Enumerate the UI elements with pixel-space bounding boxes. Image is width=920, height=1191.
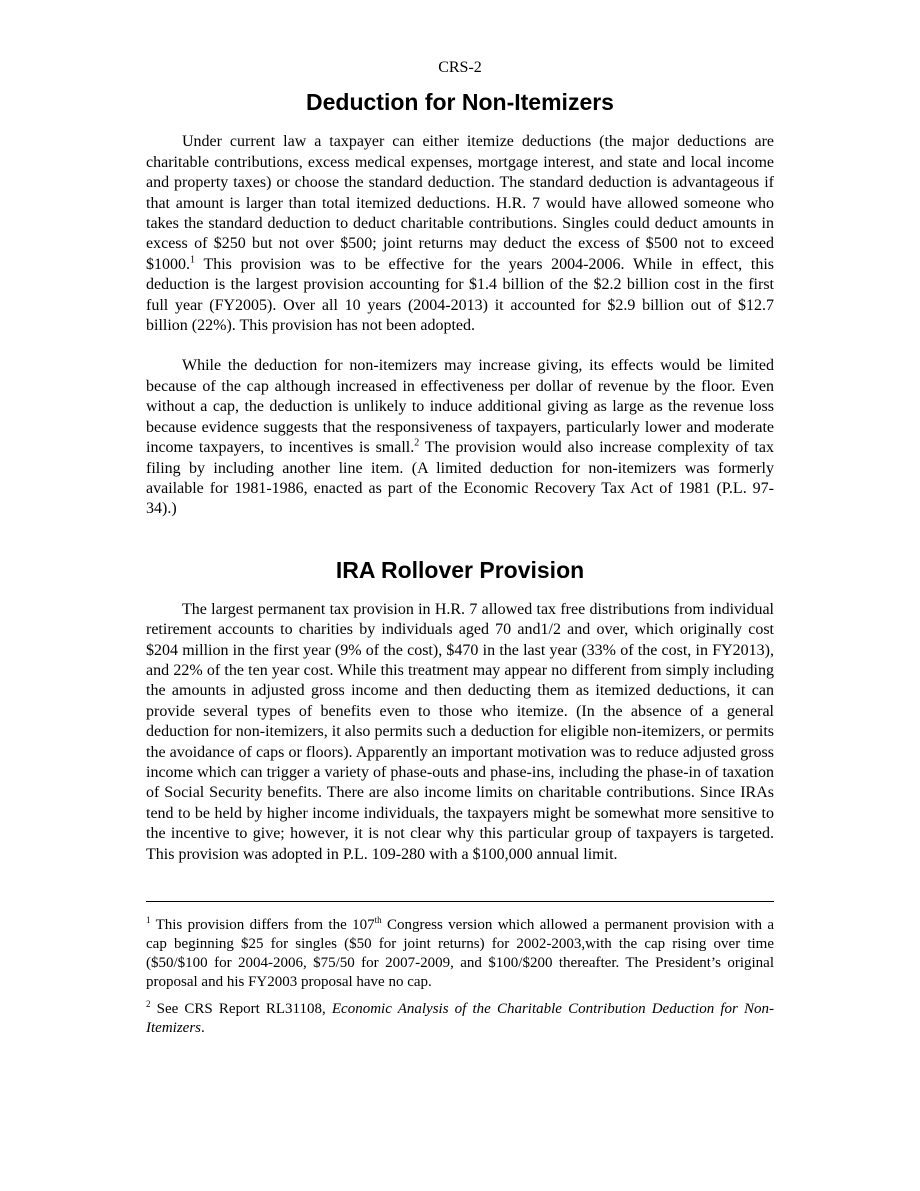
paragraph-ira-rollover: The largest permanent tax provision in H.R. 7 allowed tax free distributions from individual retirement accounts to charities by individuals aged 70 and1/2 and over, which originally cost $204 million in the first year (9% of the cost), $470 in the last year (33% of the cost, in FY2013), and 22% of the ten year cost. While this treatment may appear no different from simply including the amounts in adjusted gross income and then deducting them as itemized deductions, it can provide several types of benefits even to those who itemize. (In the absence of a general deduction for non-itemizers, it also permits such a deduction for eligible non-itemizers, or permits the avoidance of caps or floors). Apparently an important motivation was to reduce adjusted gross income which can trigger a variety of phase-outs and phase-ins, including the phase-in of taxation of Social Security benefits. There are also income limits on charitable contributions. Since IRAs tend to be held by higher income individuals, the taxpayers might be somewhat more sensitive to the incentive to give; however, it is not clear why this particular group of taxpayers is targeted. This provision was adopted in P.L. 109-280 with a $100,000 annual limit. — [146, 600, 774, 863]
section-title-non-itemizers: Deduction for Non-Itemizers — [306, 89, 614, 116]
report-title: Economic Analysis of the Charitable Contribution Deduction for Non-Itemizers — [146, 1001, 774, 1036]
section-title-ira-rollover: IRA Rollover Provision — [335, 556, 585, 583]
footnote-text: Congress version which allowed a permanent provision with a cap beginning $25 for singles ($50 for joint returns) for 2002-2003,with the cap rising over time ($50/$100 for 2004-2006, $75/50 for 2007-2009, and $100/$200 thereafter. The President’s original proposal and his FY2003 proposal have no cap. — [146, 917, 774, 990]
page-header: CRS-2 — [438, 59, 482, 76]
footnote-ref-2: 2 — [414, 437, 420, 449]
footnote-1 — [146, 916, 774, 992]
footnote-number: 1 — [146, 915, 151, 925]
paragraph-text: Under current law a taxpayer can either itemize deductions (the major deductions are charitable contributions, excess medical expenses, mortgage interest, and state and local income and property taxes) or choose the standard deduction. The standard deduction is advantageous if that amount is larger than total itemized deductions. H.R. 7 would have allowed someone who takes the standard deduction to deduct charitable contributions. Singles could deduct amounts in excess of $250 but not over $500; joint returns may deduct the excess of $500 not to exceed $1000. — [146, 133, 774, 273]
paragraph-non-itemizers-1 — [146, 132, 774, 336]
footnote-2 — [146, 1000, 774, 1038]
document-page — [146, 0, 774, 1038]
footnote-text: This provision differs from the 107 — [150, 917, 375, 933]
footnote-text: . — [201, 1020, 205, 1036]
footnote-ref-1: 1 — [190, 254, 195, 266]
paragraph-text: The provision would also increase complexity of tax filing by including another line item. (A limited deduction for non-itemizers was formerly available for 1981-1986, enacted as part of the Economic Recovery Tax Act of 1981 (P.L. 97-34).) — [146, 439, 774, 518]
footnote-divider — [146, 901, 774, 902]
paragraph-text: This provision was to be effective for the years 2004-2006. While in effect, this deduction is the largest provision accounting for $1.4 billion of the $2.2 billion cost in the first full year (FY2005). Over all 10 years (2004-2013) it accounted for $2.9 billion out of $12.7 billion (22%). This provision has not been adopted. — [146, 255, 774, 335]
ordinal-suffix: th — [374, 915, 382, 925]
footnote-text: See CRS Report RL31108, — [150, 1001, 332, 1017]
paragraph-non-itemizers-2 — [146, 356, 774, 519]
paragraph-text: While the deduction for non-itemizers may increase giving, its effects would be limited because of the cap although increased in effectiveness per dollar of revenue by the floor. Even without a cap, the deduction is unlikely to induce additional giving as large as the revenue loss because evidence suggests that the responsiveness of taxpayers, particularly lower and moderate income taxpayers, to incentives is small. — [146, 357, 774, 457]
footnote-number: 2 — [146, 999, 151, 1009]
